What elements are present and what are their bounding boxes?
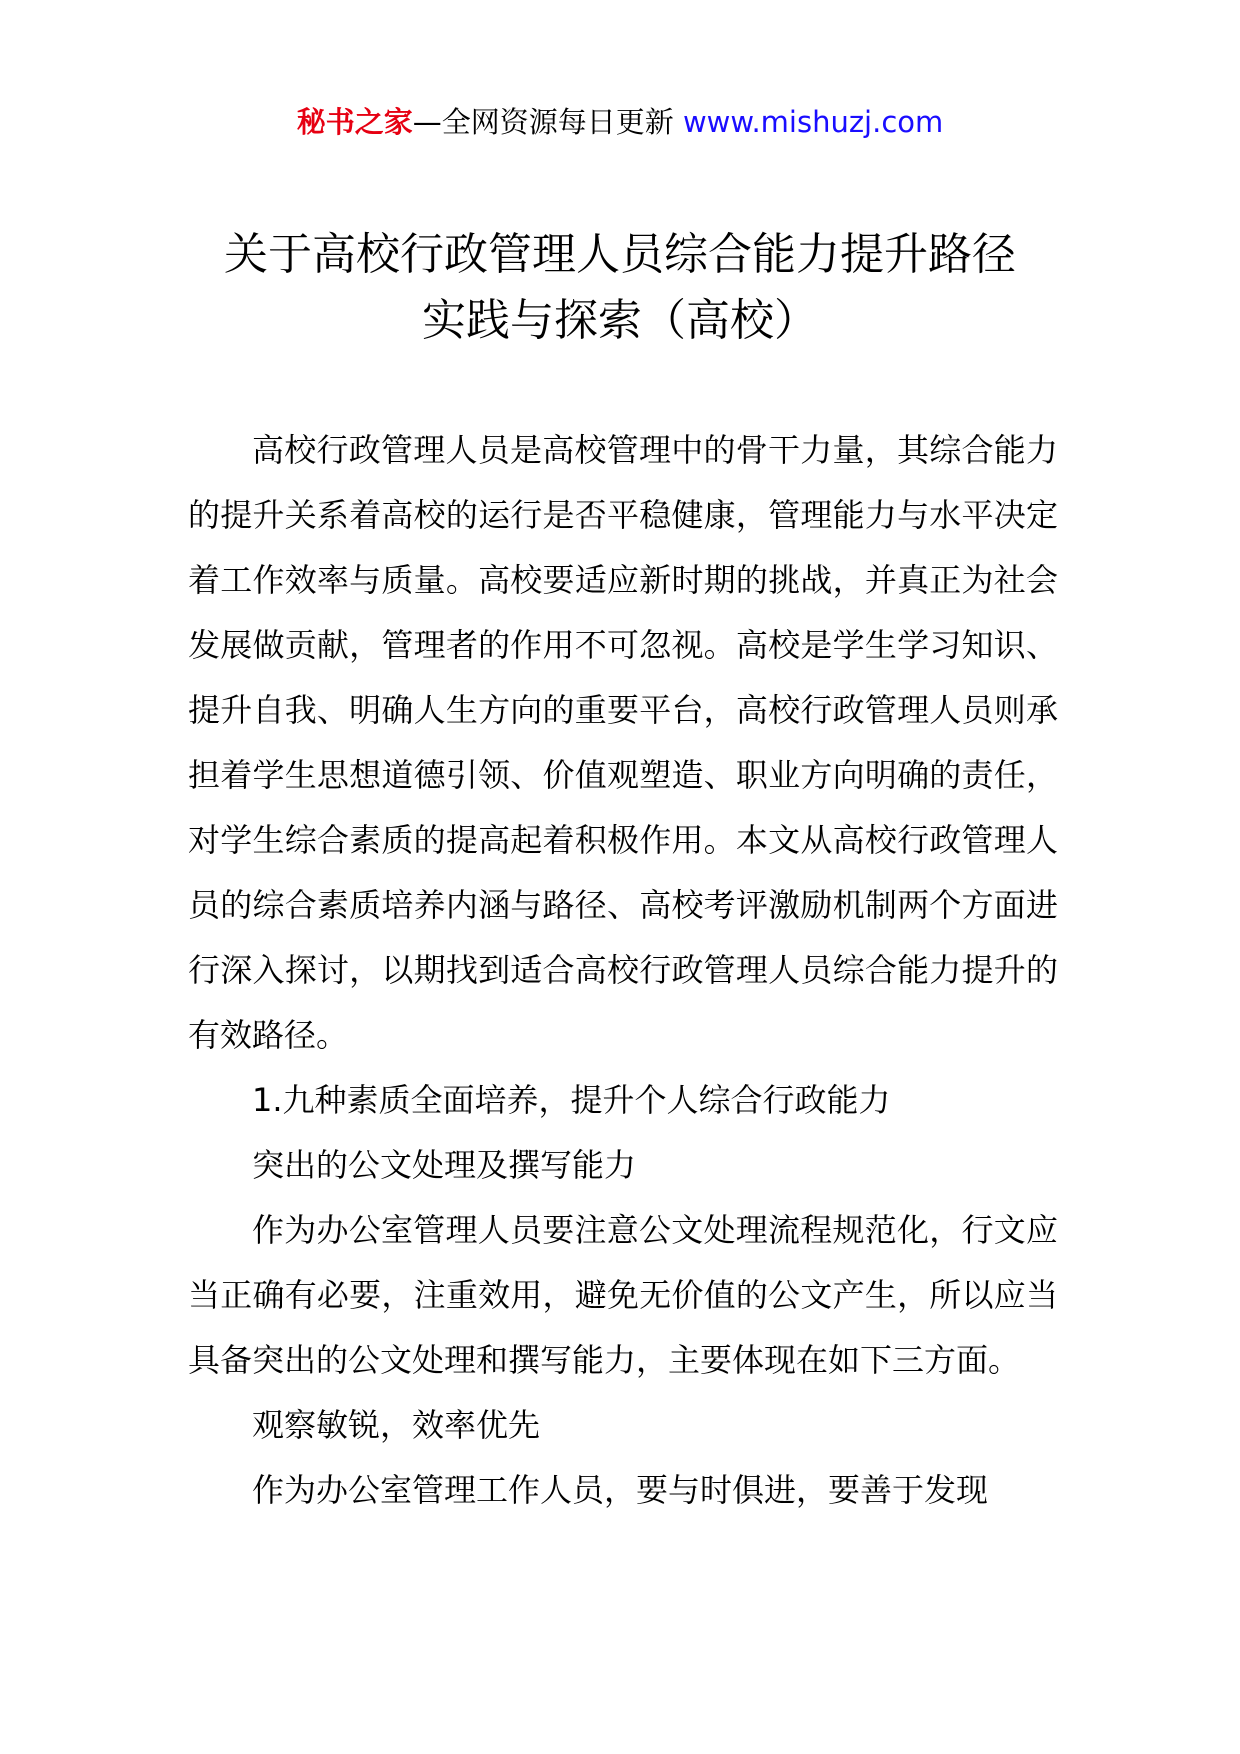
title-line-2: 实践与探索（高校）	[422, 295, 818, 346]
site-header	[0, 102, 1240, 142]
document-title	[150, 222, 1090, 354]
title-line-1: 关于高校行政管理人员综合能力提升路径	[224, 229, 1016, 280]
subheading-document-skills: 突出的公文处理及撰写能力	[252, 1146, 637, 1184]
subheading-observation: 观察敏锐，效率优先	[252, 1406, 541, 1444]
section-heading-1: 1.九种素质全面培养，提升个人综合行政能力	[252, 1081, 891, 1119]
site-url-link[interactable]: www.mishuzj.com	[682, 105, 944, 139]
brand-name: 秘书之家	[296, 105, 413, 139]
body-paragraph-intro: 高校行政管理人员是高校管理中的骨干力量，其综合能力的提升关系着高校的运行是否平稳健康，管理能力与水平决定着工作效率与质量。高校要适应新时期的挑战，并真正为社会发展做贡献，管理者的作用不可忽视。高校是学生学习知识、提升自我、明确人生方向的重要平台，高校行政管理人员则承担着学生思想道德引领、价值观塑造、职业方向明确的责任，对学生综合素质的提高起着积极作用。本文从高校行政管理人员的综合素质培养内涵与路径、高校考评激励机制两个方面进行深入探讨，以期找到适合高校行政管理人员综合能力提升的有效路径。	[188, 431, 1058, 1054]
body-paragraph-document-skills: 作为办公室管理人员要注意公文处理流程规范化，行文应当正确有必要，注重效用，避免无价值的公文产生，所以应当具备突出的公文处理和撰写能力，主要体现在如下三方面。	[188, 1211, 1058, 1379]
body-paragraph-observation: 作为办公室管理工作人员，要与时俱进，要善于发现	[252, 1471, 989, 1509]
header-tagline: —全网资源每日更新	[412, 105, 674, 139]
document-body	[188, 418, 1058, 1523]
